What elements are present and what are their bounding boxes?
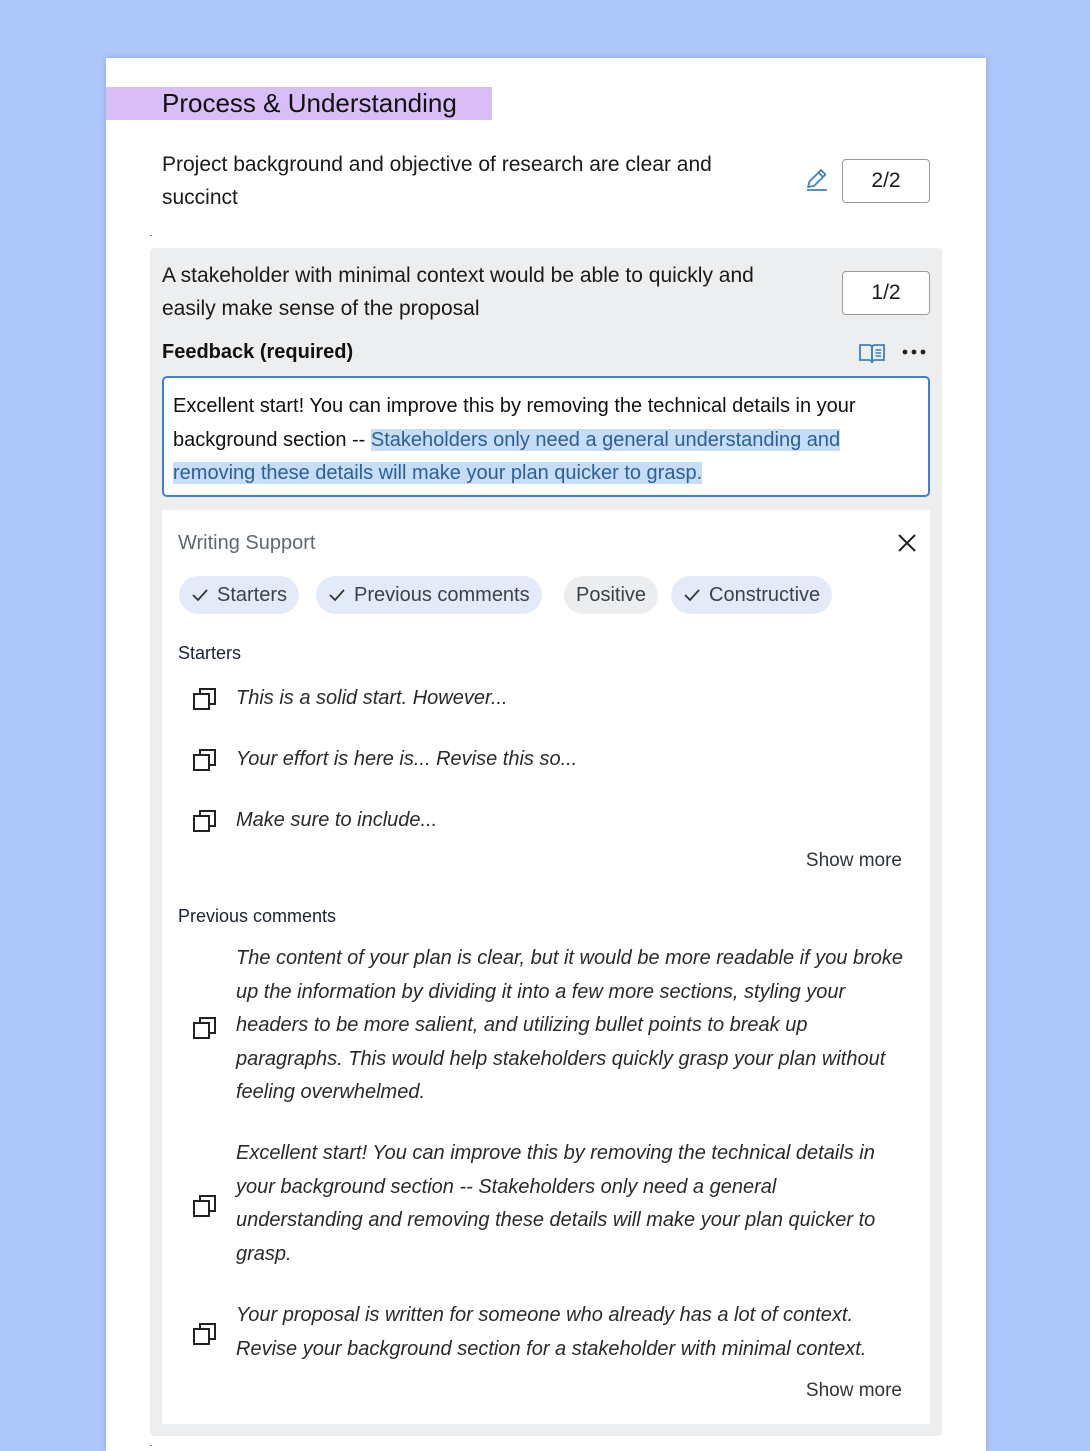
close-icon[interactable] [896,532,918,554]
chip-positive[interactable] [564,576,658,614]
feedback-text: Excellent start! You can improve this by removing the technical details in your background section -- [173,395,856,451]
check-icon [328,588,346,602]
copy-icon[interactable] [192,686,218,712]
criterion-2-text: A stakeholder with minimal context would be able to quickly and easily make sense of the proposal [162,264,754,320]
criterion-2-score[interactable]: 1/2 [842,271,930,315]
starters-title: Starters [178,643,242,663]
pencil-icon[interactable] [804,166,830,192]
starter-item[interactable] [178,741,908,781]
starter-text: This is a solid start. However... [236,687,508,709]
book-icon[interactable] [858,343,886,365]
previous-comment-text: Excellent start! You can improve this by removing the technical details in your background section -- Stakeholders only need a general understanding and removing these details will make your plan quicker to grasp. [236,1142,876,1265]
starter-text: Your effort is here is... Revise this so... [236,748,578,770]
copy-icon[interactable] [192,1321,218,1347]
chip-label: Constructive [709,584,821,606]
chip-label: Starters [217,584,288,606]
previous-comment-item[interactable] [178,1299,908,1369]
copy-icon[interactable] [192,808,218,834]
starter-text: Make sure to include... [236,809,438,831]
chip-starters[interactable] [179,576,299,614]
copy-icon[interactable] [192,1015,218,1041]
check-icon [191,588,209,602]
criterion-1-score[interactable]: 2/2 [842,159,930,203]
criterion-1-text: Project background and objective of research are clear and succinct [162,153,712,209]
starters-show-more-link[interactable]: Show more [805,850,902,871]
writing-support-title: Writing Support [178,532,316,554]
copy-icon[interactable] [192,747,218,773]
divider-mark [150,235,152,236]
starter-item[interactable] [178,680,908,720]
more-icon[interactable] [900,340,928,364]
previous-comment-text: Your proposal is written for someone who already has a lot of context. Revise your background section for a stakeholder with minimal context. [236,1304,867,1360]
check-icon [683,588,701,602]
rubric-card [106,58,986,1451]
chip-constructive[interactable] [671,576,832,614]
previous-comment-item[interactable] [178,942,908,1114]
previous-show-more-link[interactable]: Show more [805,1380,902,1401]
section-title: Process & Understanding [106,87,492,120]
previous-comment-text: The content of your plan is clear, but it would be more readable if you broke up the information by dividing it into a few more sections, styling your headers to be more salient, and utilizing bullet points to break up paragraphs. This would help stakeholders quickly grasp your plan without feeling overwhelmed. [236,947,904,1103]
criterion-2-panel [150,248,942,1436]
chip-label: Previous comments [354,584,530,606]
feedback-highlighted-text: Stakeholders only need a general understanding and removing these details will make your plan quicker to grasp. [173,428,841,484]
feedback-textarea[interactable] [162,376,930,497]
divider-mark [150,1445,152,1446]
chip-label: Positive [576,584,647,606]
feedback-label: Feedback (required) [162,341,354,363]
starter-item[interactable] [178,802,908,842]
previous-comments-title: Previous comments [178,906,337,926]
writing-support-panel [162,510,930,1424]
chip-previous-comments[interactable] [316,576,542,614]
previous-comment-item[interactable] [178,1137,908,1275]
copy-icon[interactable] [192,1193,218,1219]
